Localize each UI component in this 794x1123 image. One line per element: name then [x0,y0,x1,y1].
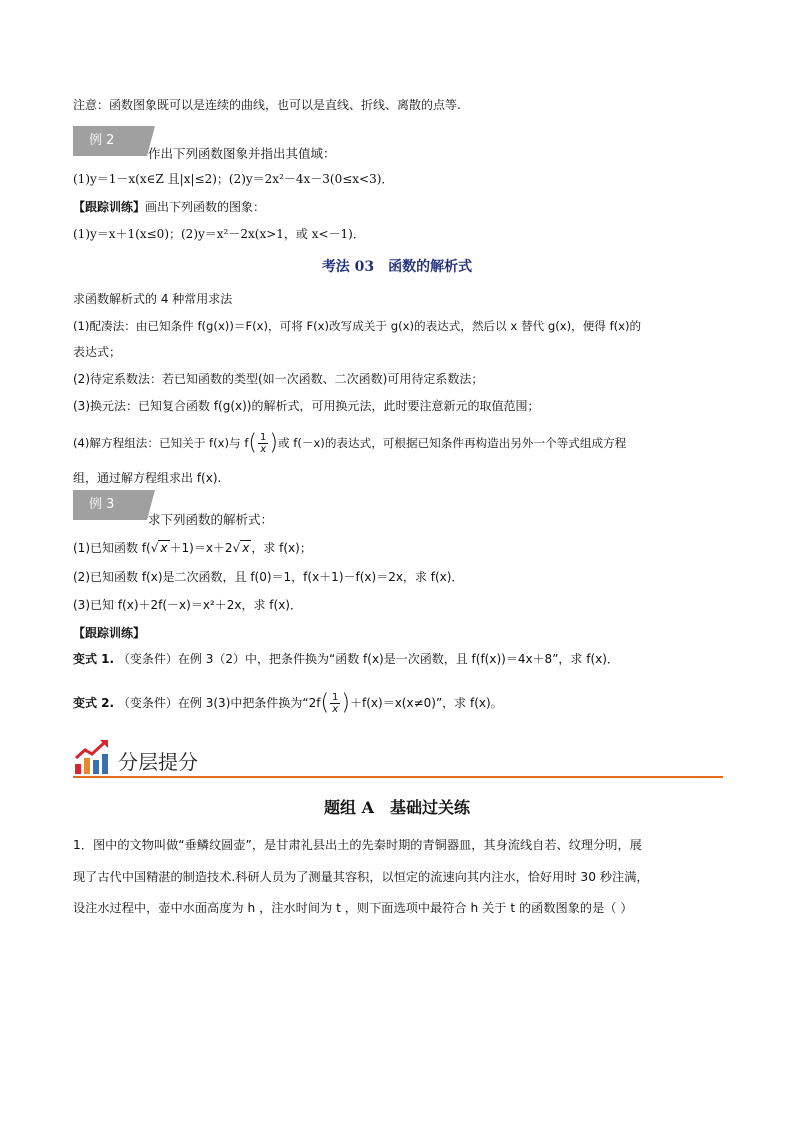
note-text: 注意：函数图象既可以是连续的曲线，也可以是直线、折线、离散的点等. [73,98,461,112]
example-3-tag: 例 3 [73,490,147,520]
paren-right: ) [269,430,278,456]
example-2-line2: (1)y＝x＋1(x≤0)；(2)y＝x²－2x(x>1，或 x<－1)． [73,227,365,241]
variant-1: 变式 1. （变条件）在例 3（2）中，把条件换为“函数 f(x)是一次函数，且 f(f(x))＝4x＋8”，求 f(x)． [73,652,619,666]
example-3-q1: (1)已知函数 f(√ x ＋1)＝x＋2√ x ，求 f(x)； [73,541,312,555]
question-1-line2: 现了古代中国精湛的制造技术.科研人员为了测量其容积，以恒定的流速向其内注水，恰好用时 30 秒注满， [73,870,649,884]
example-2-tag: 例 2 [73,126,147,156]
fraction-1-over-x-v2: $\frac{1}{x}$ [332,692,339,715]
example-2-prompt: 作出下列函数图象并指出其值域： [148,146,336,161]
example-3-follow-label: 【跟踪训练】 [73,626,146,640]
method-4b: 组，通过解方程组求出 f(x). [73,471,222,485]
method-2: (2)待定系数法：若已知函数的类型(如一次函数、二次函数)可用待定系数法； [73,372,484,386]
group-title: 题组 A 基础过关练 [324,798,470,817]
follow-text: 画出下列函数的图象： [145,200,266,214]
method-4-post: 或 f(－x)的表达式，可根据已知条件再构造出另外一个等式组成方程 [277,436,627,450]
method-1a: (1)配凑法：由已知条件 f(g(x))＝F(x)，可将 F(x)改写成关于 g(x)的表达式，然后以 x 替代 g(x)，便得 f(x)的 [73,319,642,333]
method-1b: 表达式； [73,345,122,359]
question-1-line1: 1．图中的文物叫做“垂鳞纹圆壶”，是甘肃礼县出土的先秦时期的青铜器皿，其身流线自若、纹理分明，展 [73,838,642,852]
example-3-q2: (2)已知函数 f(x)是二次函数，且 f(0)＝1，f(x＋1)－f(x)＝2x，求 f(x)． [73,570,464,584]
example-3-q3: (3)已知 f(x)＋2f(－x)＝x²＋2x，求 f(x)． [73,598,302,612]
growth-chart-icon [73,738,111,776]
follow-label: 【跟踪训练】 [73,200,146,214]
example-2-line1: (1)y＝1－x(x∈Z 且|x|≤2)；(2)y＝2x²－4x－3(0≤x<3)． [73,172,394,186]
method-4-pre: (4)解方程组法：已知关于 f(x)与 f [73,436,249,450]
fraction-1-over-x: $\frac{1}{x}$ [260,432,267,455]
section-divider [73,776,723,778]
section-heading-03: 考法 03 函数的解析式 [321,259,473,275]
method-4 [73,426,723,461]
methods-intro: 求函数解析式的 4 种常用求法 [73,292,233,306]
method-3: (3)换元法：已知复合函数 f(g(x))的解析式，可用换元法，此时要注意新元的取值范围； [73,399,540,413]
paren-left: ( [248,430,257,456]
example-2-follow [73,199,723,216]
variant-2: 变式 2. （变条件）在例 3(3)中把条件换为“2f( $\frac{1}{x}$ )＋f(x)＝x(x≠0)”，求 f(x)。 [73,690,503,716]
example-3-prompt: 求下列函数的解析式： [148,512,274,527]
question-1-line3: 设注水过程中，壶中水面高度为 h ，注水时间为 t ，则下面选项中最符合 h 关于 t 的函数图象的是（ ） [73,901,633,915]
section-title: 分层提分 [118,750,198,774]
